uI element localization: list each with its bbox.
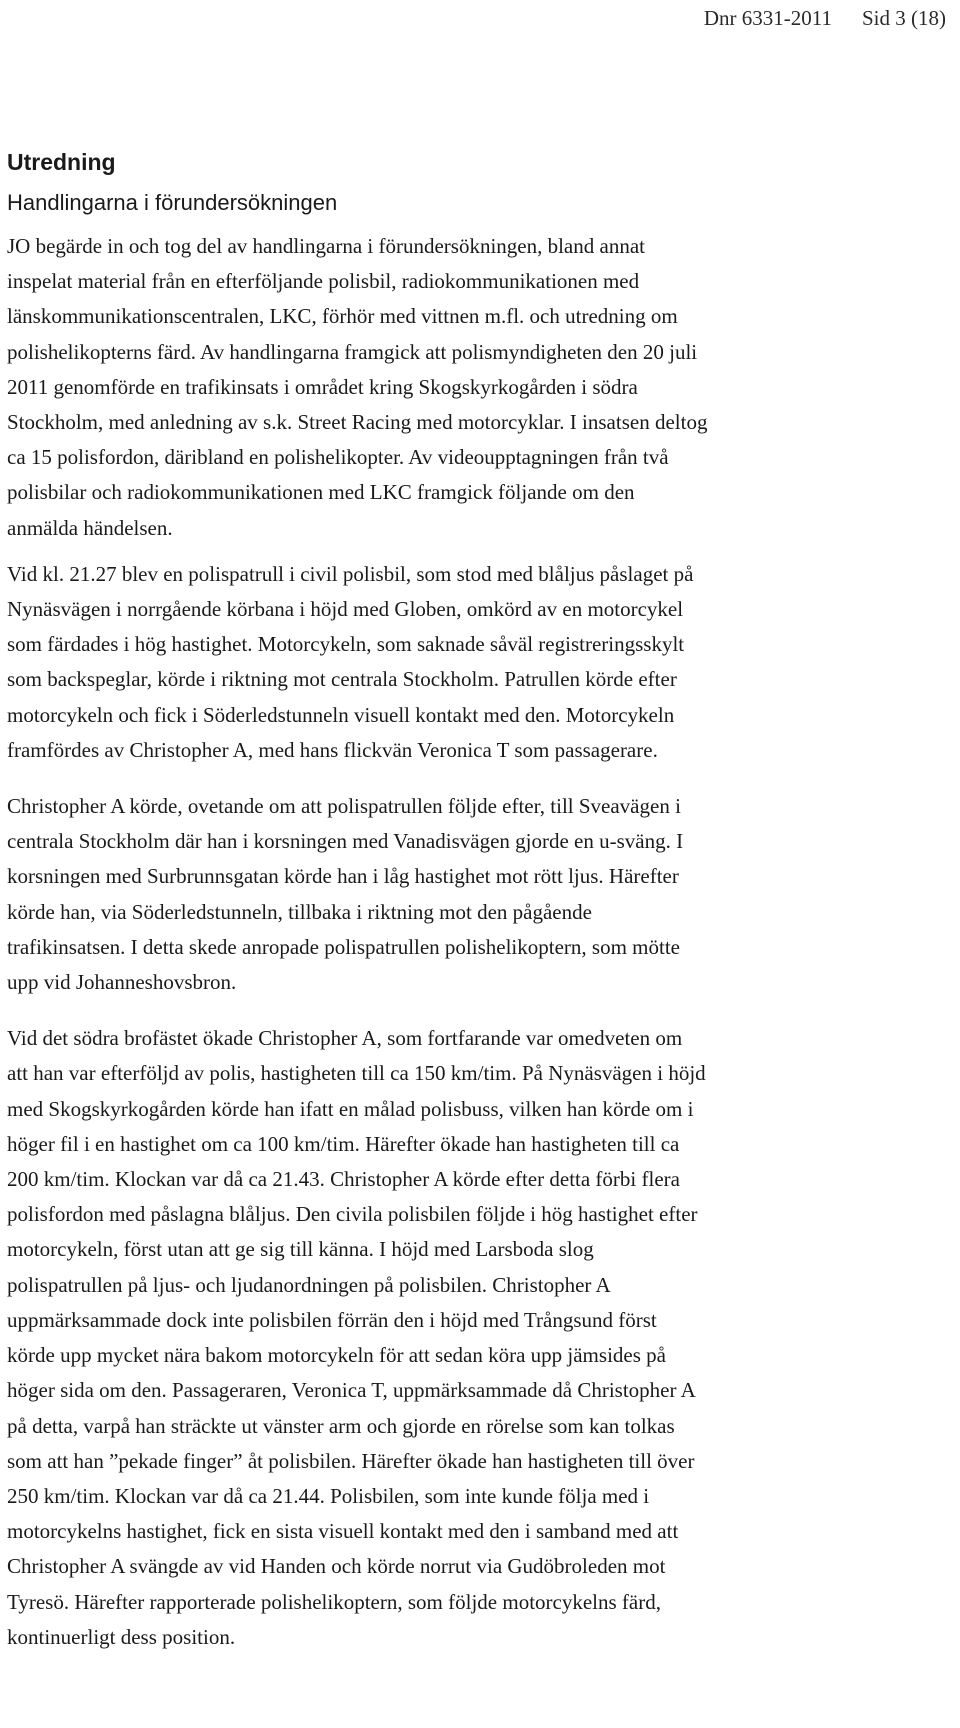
text-line: med Skogskyrkogården körde han ifatt en målad polisbuss, vilken han körde om i	[7, 1096, 694, 1121]
text-line: körde han, via Söderledstunneln, tillbaka i riktning mot den pågående	[7, 899, 592, 924]
case-number: Dnr 6331-2011	[703, 6, 832, 30]
text-line: att han var efterföljd av polis, hastigheten till ca 150 km/tim. På Nynäsvägen i höjd	[7, 1061, 706, 1086]
text-line: på detta, varpå han sträckte ut vänster arm och gjorde en rörelse som kan tolkas	[7, 1413, 675, 1438]
section-subtitle: Handlingarna i förundersökningen	[7, 190, 338, 215]
text-line: polishelikopterns färd. Av handlingarna framgick att polismyndigheten den 20 juli	[7, 339, 698, 364]
text-line: motorcykeln och fick i Söderledstunneln visuell kontakt med den. Motorcykeln	[7, 702, 675, 727]
paragraph	[7, 789, 887, 1000]
text-line: 200 km/tim. Klockan var då ca 21.43. Christopher A körde efter detta förbi flera	[7, 1167, 680, 1192]
text-line: JO begärde in och tog del av handlingarna i förundersökningen, bland annat	[7, 234, 645, 258]
text-line: Vid det södra brofästet ökade Christopher A, som fortfarande var omedveten om	[7, 1026, 683, 1051]
text-line: som färdades i hög hastighet. Motorcykeln, som saknade såväl registreringsskylt	[7, 632, 685, 657]
text-line: motorcykelns hastighet, fick en sista visuell kontakt med den i samband med att	[7, 1519, 679, 1544]
text-line: höger fil i en hastighet om ca 100 km/tim. Härefter ökade han hastigheten till ca	[7, 1131, 680, 1156]
text-line: Christopher A svängde av vid Handen och körde norrut via Gudöbroleden mot	[7, 1554, 666, 1579]
text-line: korsningen med Surbrunnsgatan körde han i låg hastighet mot rött ljus. Härefter	[7, 864, 679, 889]
text-line: framfördes av Christopher A, med hans flickvän Veronica T som passagerare.	[7, 737, 658, 762]
text-line: upp vid Johanneshovsbron.	[7, 970, 237, 995]
text-line: inspelat material från en efterföljande polisbil, radiokommunikationen med	[7, 269, 640, 294]
text-line: kontinuerligt dess position.	[7, 1624, 236, 1649]
text-line: polisbilar och radiokommunikationen med LKC framgick följande om den	[7, 480, 635, 505]
body-text	[7, 229, 887, 1676]
text-line: ca 15 polisfordon, däribland en polishelikopter. Av videoupptagningen från två	[7, 445, 669, 470]
text-line: 250 km/tim. Klockan var då ca 21.44. Polisbilen, som inte kunde följa med i	[7, 1483, 650, 1508]
text-line: som att han ”pekade finger” åt polisbilen. Härefter ökade han hastigheten till över	[7, 1448, 695, 1473]
page-number: Sid 3 (18)	[862, 6, 946, 30]
text-line: länskommunikationscentralen, LKC, förhör med vittnen m.fl. och utredning om	[7, 304, 678, 329]
page-header	[704, 4, 946, 32]
text-line: anmälda händelsen.	[7, 515, 173, 540]
text-line: Nynäsvägen i norrgående körbana i höjd med Globen, omkörd av en motorcykel	[7, 597, 684, 622]
text-line: uppmärksammade dock inte polisbilen förrän den i höjd med Trångsund först	[7, 1307, 657, 1332]
text-line: motorcykeln, först utan att ge sig till känna. I höjd med Larsboda slog	[7, 1237, 594, 1262]
paragraph	[7, 229, 887, 546]
text-line: 2011 genomförde en trafikinsats i området kring Skogskyrkogården i södra	[7, 374, 638, 399]
paragraph	[7, 1021, 887, 1655]
text-line: som backspeglar, körde i riktning mot centrala Stockholm. Patrullen körde efter	[7, 667, 677, 692]
text-line: höger sida om den. Passageraren, Veronica T, uppmärksammade då Christopher A	[7, 1378, 696, 1403]
paragraph	[7, 557, 887, 768]
text-line: centrala Stockholm där han i korsningen med Vanadisvägen gjorde en u-sväng. I	[7, 829, 684, 854]
text-line: polispatrullen på ljus- och ljudanordningen på polisbilen. Christopher A	[7, 1272, 611, 1297]
section-title: Utredning	[7, 149, 116, 175]
text-line: körde upp mycket nära bakom motorcykeln för att sedan köra upp jämsides på	[7, 1343, 666, 1368]
text-line: polisfordon med påslagna blåljus. Den civila polisbilen följde i hög hastighet efter	[7, 1202, 698, 1227]
text-line: Tyresö. Härefter rapporterade polishelikoptern, som följde motorcykelns färd,	[7, 1589, 661, 1614]
text-line: Vid kl. 21.27 blev en polispatrull i civil polisbil, som stod med blåljus påslaget på	[7, 561, 694, 586]
text-line: Christopher A körde, ovetande om att polispatrullen följde efter, till Sveavägen i	[7, 794, 681, 819]
text-line: trafikinsatsen. I detta skede anropade polispatrullen polishelikoptern, som mötte	[7, 934, 680, 959]
text-line: Stockholm, med anledning av s.k. Street Racing med motorcyklar. I insatsen deltog	[7, 410, 708, 435]
